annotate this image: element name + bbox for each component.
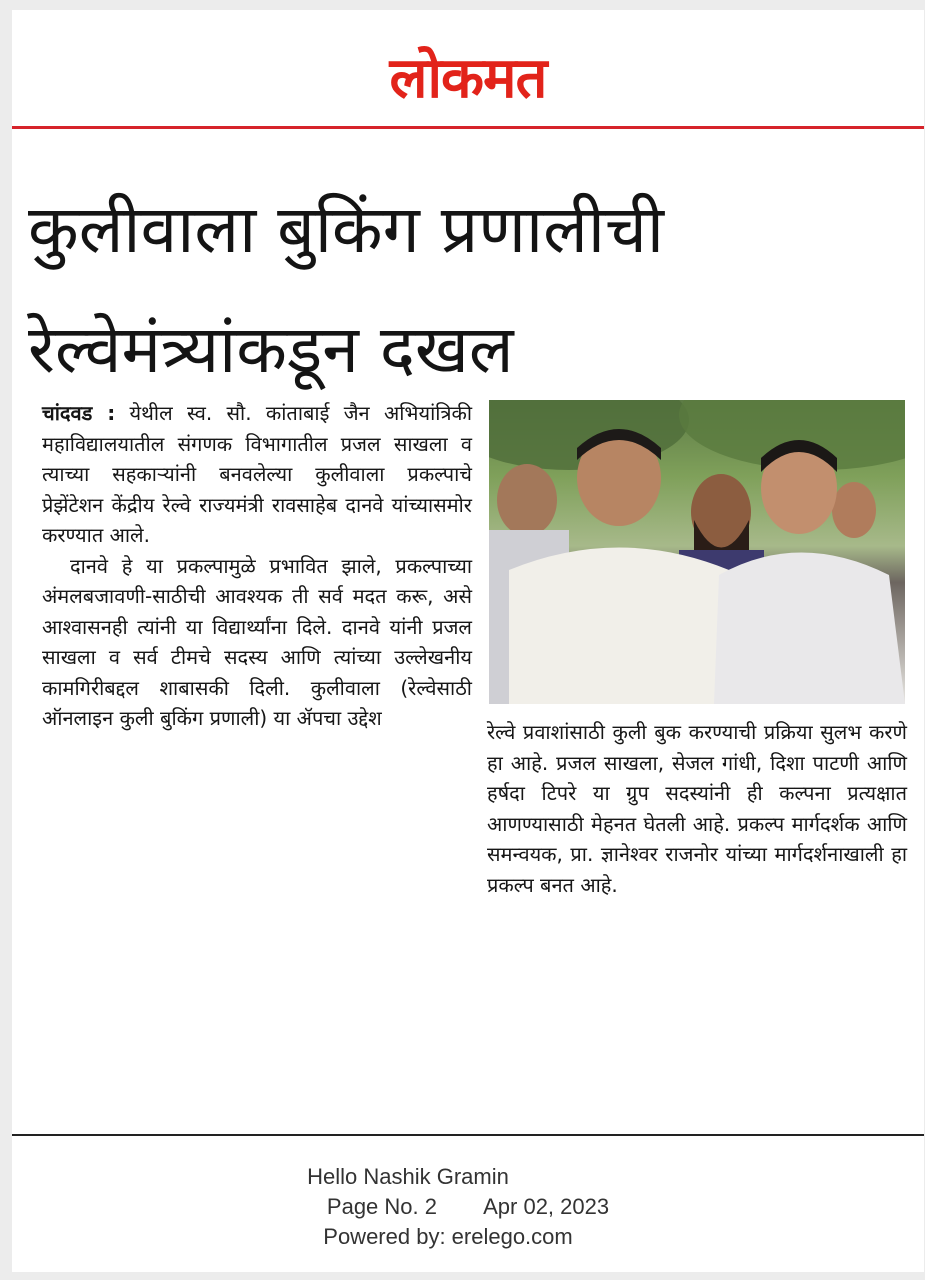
lokmat-logo: लोकमत bbox=[389, 46, 547, 111]
headline-line-2: रेल्वेमंत्र्यांकडून दखल bbox=[28, 311, 514, 388]
article-paragraph-1 bbox=[42, 398, 472, 551]
article-paragraph-2: दानवे हे या प्रकल्पामुळे प्रभावित झाले, प्रकल्पाच्या अंमलबजावणी-साठीची आवश्यक ती सर्व मदत करू, असे आश्वासनही त्यांनी या विद्यार्थ्यांना दिले. दानवे यांनी प्रजल साखला व सर्व टीमचे सदस्य आणि त्यांच्या उल्लेखनीय कामगिरीबद्दल शाबासकी दिली. कुलीवाला (रेल्वेसाठी ऑनलाइन कुली बुकिंग प्रणाली) या ॲपचा उद्देश bbox=[42, 553, 472, 730]
page-number: Page No. 2 bbox=[326, 1194, 437, 1219]
article-column-left bbox=[42, 398, 472, 734]
article-paragraph-3: रेल्वे प्रवाशांसाठी कुली बुक करण्याची प्रक्रिया सुलभ करणे हा आहे. प्रजल साखला, सेजल गांधी, दिशा पाटणी आणि हर्षदा टिपरे या ग्रुप सदस्यांनी ही कल्पना प्रत्यक्षात आणण्यासाठी मेहनत घेतली आहे. प्रकल्प मार्गदर्शक आणि समन्वयक, प्रा. ज्ञानेश्वर राजनोर यांच्या मार्गदर्शनाखाली हा प्रकल्प बनत आहे. bbox=[487, 720, 907, 897]
dateline: चांदवड : bbox=[42, 401, 116, 425]
news-photo bbox=[489, 400, 905, 704]
photo-illustration bbox=[489, 400, 905, 704]
footer-divider bbox=[12, 1134, 924, 1136]
page-info bbox=[12, 1192, 924, 1222]
publish-date: Apr 02, 2023 bbox=[483, 1194, 610, 1219]
masthead-divider bbox=[12, 126, 924, 129]
article-column-right bbox=[487, 717, 907, 900]
masthead bbox=[12, 10, 924, 130]
edition-name: Hello Nashik Gramin bbox=[307, 1164, 509, 1189]
headline-line-1: कुलीवाला बुकिंग प्रणालीची bbox=[28, 191, 664, 268]
headline bbox=[28, 170, 908, 410]
newspaper-page bbox=[12, 10, 924, 1272]
powered-by: Powered by: erelego.com bbox=[323, 1224, 573, 1249]
paragraph-1-text: येथील स्व. सौ. कांताबाई जैन अभियांत्रिकी महाविद्यालयातील संगणक विभागातील प्रजल साखला व त्याच्या सहकाऱ्यांनी बनवलेल्या कुलीवाला प्रकल्पाचे प्रेझेंटेशन केंद्रीय रेल्वे राज्यमंत्री रावसाहेब दानवे यांच्यासमोर करण्यात आले. bbox=[42, 401, 473, 547]
footer bbox=[12, 1162, 924, 1252]
